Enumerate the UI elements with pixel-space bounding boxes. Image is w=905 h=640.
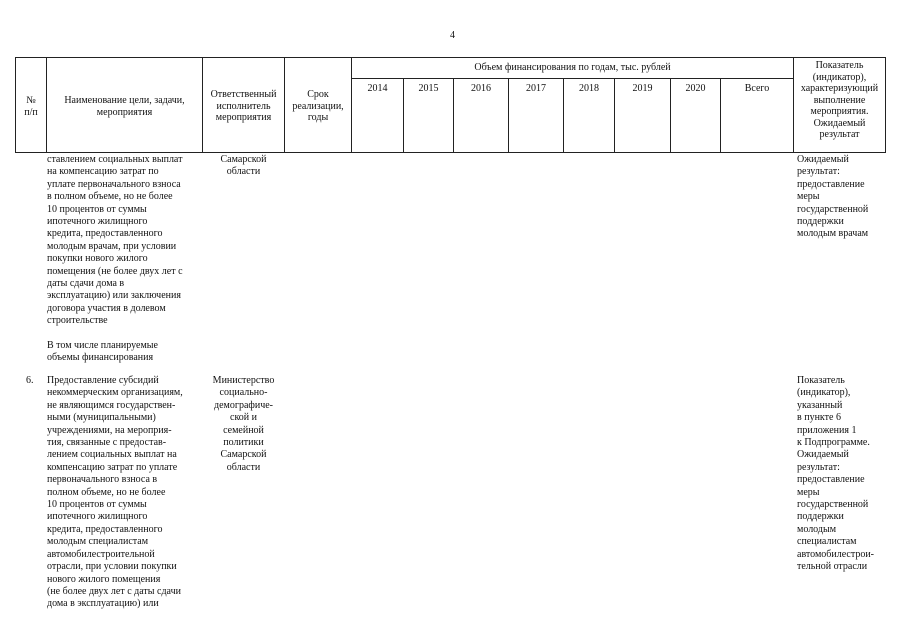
row-continued-name: ставлением социальных выплат на компенсацию затрат по уплате первоначального взноса в полном объеме, но не более 10 процентов от суммы ипотечного жилищного кредита, предоставленного молодым врачам, при условии покупки нового жилого помещения (не более двух лет с даты сдачи дома в эксплуатацию) или заключения договора участия в долевом строительстве <box>47 154 183 327</box>
header-indicator: Показатель (индикатор), характеризующий выполнение мероприятия. Ожидаемый результат <box>800 60 879 140</box>
row-6-number: 6. <box>26 375 34 386</box>
row-continued-indicator: Ожидаемый результат: предоставление меры государственной поддержки молодым врачам <box>797 154 869 240</box>
header-financing: Объем финансирования по годам, тыс. рублей <box>474 62 671 73</box>
header-year-2019: 2019 <box>632 83 653 94</box>
header-number: № п/п <box>24 95 38 118</box>
row-6-responsible: Министерство социально- демографиче- ской и семейной политики Самарской области <box>212 375 275 473</box>
header-responsible: Ответственный исполнитель мероприятия <box>210 89 277 123</box>
header-name: Наименование цели, задачи, мероприятия <box>64 95 185 118</box>
header-year-2020: 2020 <box>685 83 706 94</box>
row-6-indicator: Показатель (индикатор), указанный в пункте 6 приложения 1 к Подпрограмме. Ожидаемый результат: предоставление меры государственной поддержки молодым специалистам автомобилестрои- тельной отрасли <box>797 375 875 573</box>
header-term: Срок реализации, годы <box>292 89 344 123</box>
page-number: 4 <box>450 30 455 41</box>
header-year-2015: 2015 <box>418 83 439 94</box>
header-year-2017: 2017 <box>526 83 546 94</box>
header-year-2018: 2018 <box>579 83 599 94</box>
row-continued-responsible: Самарской области <box>220 154 267 178</box>
row-6-name: Предоставление субсидий некоммерческим организациям, не являющимся государствен- ными (муниципальными) учреждениями, на мероприя- тия, связанные с предостав- лением социальных выплат на компенсацию затрат по уплате первоначального взноса в полном объеме, но не более 10 процентов от суммы ипотечного жилищного кредита, предоставленного молодым специалистам автомобилестроительной отрасли, при условии покупки нового жилого помещения (не более двух лет с даты сдачи дома в эксплуатацию) или <box>47 375 183 610</box>
header-total: Всего <box>744 83 770 94</box>
header-year-2016: 2016 <box>471 83 491 94</box>
header-year-2014: 2014 <box>367 83 388 94</box>
row-continued-name-extra: В том числе планируемые объемы финансирования <box>47 340 158 364</box>
